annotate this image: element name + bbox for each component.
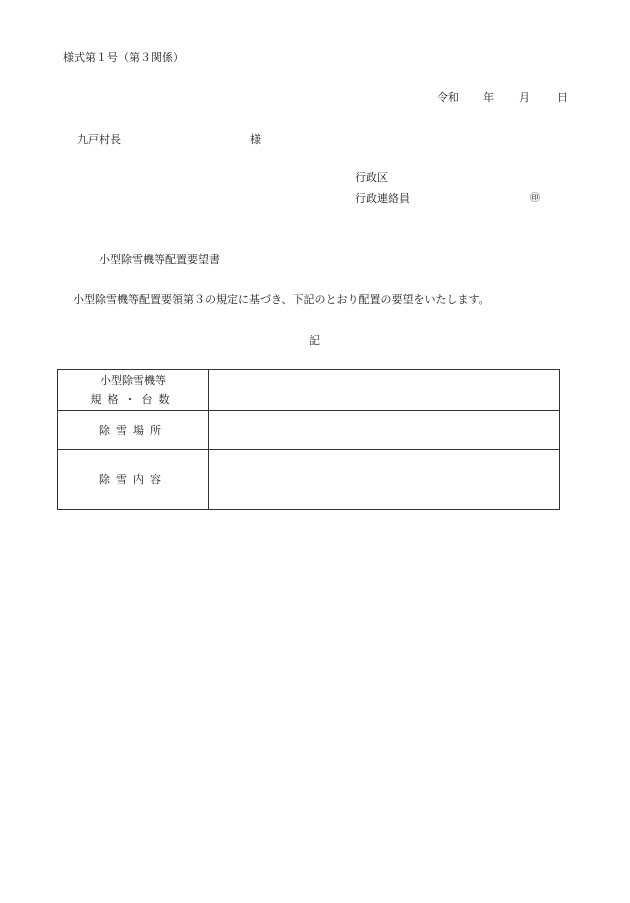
equipment-label-line1: 小型除雪機等 [100,374,166,387]
addressee-suffix: 様 [250,133,261,146]
table-row [58,450,560,510]
equipment-value-cell[interactable] [209,370,560,411]
document-body: 小型除雪機等配置要領第３の規定に基づき、下記のとおり配置の要望をいたします。 [73,293,490,306]
date-era: 令和 [437,91,459,104]
sender-district-label: 行政区 [355,171,388,184]
request-table [57,369,560,510]
document-title: 小型除雪機等配置要望書 [99,253,220,266]
seal-mark: ㊞ [530,193,540,204]
date-day: 日 [557,91,568,104]
date-year: 年 [483,91,494,104]
form-number: 様式第１号（第３関係） [63,51,184,64]
content-value-cell[interactable] [209,450,560,510]
sender-liaison-label: 行政連絡員 [355,192,410,205]
table-row [58,411,560,450]
date-line [437,91,568,105]
equipment-label-cell [58,370,209,411]
equipment-label-line2: 規格・台数 [90,393,176,406]
note-mark: 記 [309,334,320,347]
addressee-name: 九戸村長 [77,133,121,146]
location-label-cell: 除雪場所 [58,411,209,450]
table-row [58,370,560,411]
date-month: 月 [519,91,530,104]
location-value-cell[interactable] [209,411,560,450]
content-label-cell: 除雪内容 [58,450,209,510]
